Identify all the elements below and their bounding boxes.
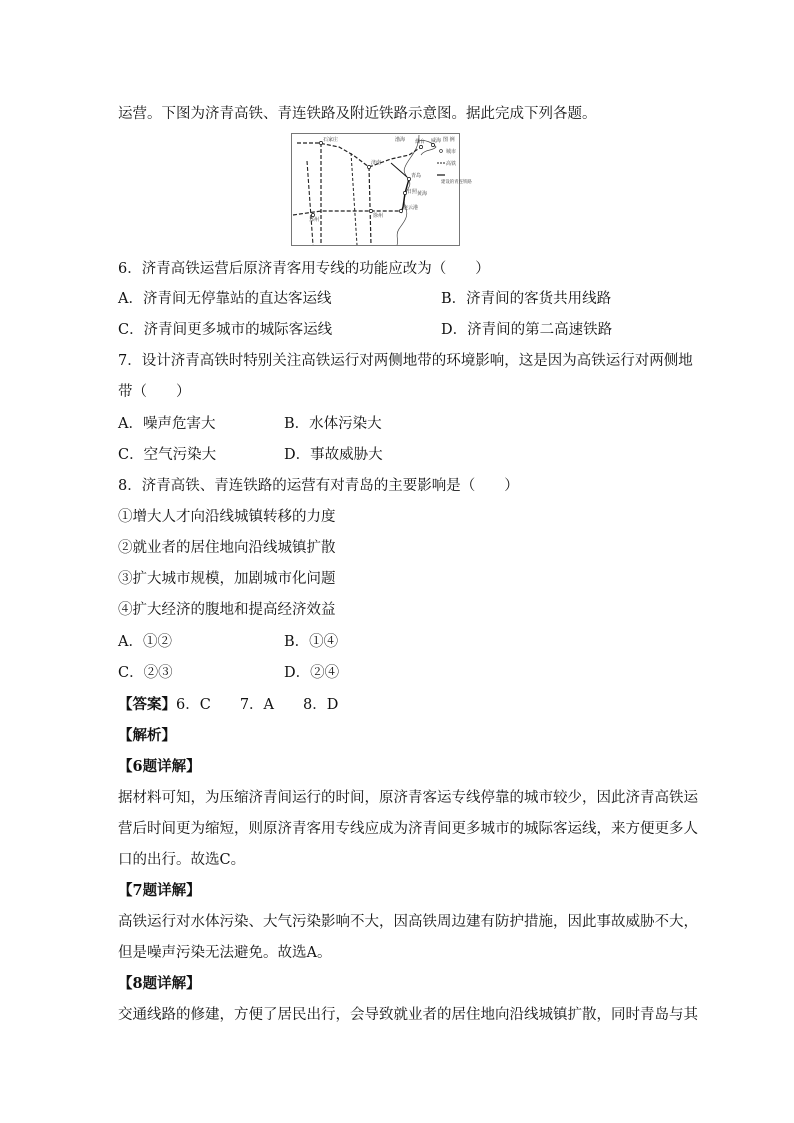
q7-option-c: C．空气污染大 bbox=[118, 447, 217, 463]
answer-line bbox=[118, 695, 338, 715]
legend-title: 图 例 bbox=[443, 137, 455, 143]
city-label: 威海 bbox=[431, 138, 442, 144]
q8-option-d: D．②④ bbox=[284, 665, 340, 681]
detail-6-text: 口的出行。故选C。 bbox=[118, 852, 246, 868]
legend-label: 城市 bbox=[446, 149, 457, 155]
q8-option-a: A．①② bbox=[118, 634, 172, 650]
detail-7-text: 高铁运行对水体污染、大气污染影响不大，因高铁周边建有防护措施，因此事故威胁不大， bbox=[118, 914, 698, 930]
legend-label: 高铁 bbox=[446, 161, 457, 167]
detail-7-text: 但是噪声污染无法避免。故选A。 bbox=[118, 945, 332, 961]
q7-option-d: D．事故威胁大 bbox=[284, 447, 383, 463]
q8-item: ①增大人才向沿线城镇转移的力度 bbox=[118, 509, 336, 525]
sea-label: 黄海 bbox=[417, 191, 428, 197]
q8-item: ④扩大经济的腹地和提高经济效益 bbox=[118, 602, 336, 618]
q6-option-c: C．济青间更多城市的城际客运线 bbox=[118, 322, 333, 338]
q7-stem-line2: 带（ ） bbox=[118, 384, 191, 400]
q7-option-b: B．水体污染大 bbox=[284, 416, 382, 432]
q6-option-a: A．济青间无停靠站的直达客运线 bbox=[118, 291, 332, 307]
q8-item: ②就业者的居住地向沿线城镇扩散 bbox=[118, 540, 336, 556]
q8-stem: 8．济青高铁、青连铁路的运营有对青岛的主要影响是（ ） bbox=[118, 478, 519, 494]
q8-option-b: B．①④ bbox=[284, 634, 339, 650]
city-label: 日照 bbox=[407, 189, 418, 195]
detail-6-title: 【6题详解】 bbox=[118, 758, 201, 775]
answer-text: 6．C 7．A 8．D bbox=[176, 697, 339, 713]
detail-6-text: 营后时间更为缩短，则原济青客用专线应成为济青间更多城市的城际客运线，来方便更多人 bbox=[118, 821, 698, 837]
q7-option-a: A．噪声危害大 bbox=[118, 416, 216, 432]
legend-label: 建设的青连铁路 bbox=[441, 180, 472, 185]
analysis-label: 【解析】 bbox=[118, 727, 176, 744]
detail-8-text: 交通线路的修建，方便了居民出行，会导致就业者的居住地向沿线城镇扩散，同时青岛与其 bbox=[118, 1007, 698, 1023]
city-label: 烟台 bbox=[415, 139, 426, 145]
q6-stem: 6．济青高铁运营后原济青客用专线的功能应改为（ ） bbox=[118, 261, 490, 277]
city-label: 连云港 bbox=[403, 205, 419, 211]
city-label: 徐州 bbox=[373, 213, 384, 219]
legend-city-icon bbox=[440, 150, 443, 153]
city-label: 郑州 bbox=[309, 217, 320, 223]
q8-item: ③扩大城市规模，加剧城市化问题 bbox=[118, 571, 336, 587]
railway-map bbox=[291, 133, 472, 246]
city-label: 石家庄 bbox=[323, 137, 339, 143]
detail-6-text: 据材料可知，为压缩济青间运行的时间，原济青客运专线停靠的城市较少，因此济青高铁运 bbox=[118, 790, 698, 806]
intro-text: 运营。下图为济青高铁、青连铁路及附近铁路示意图。据此完成下列各题。 bbox=[118, 106, 597, 122]
answer-label: 【答案】 bbox=[118, 696, 176, 713]
city-label: 青岛 bbox=[411, 173, 422, 179]
q6-option-d: D．济青间的第二高速铁路 bbox=[441, 322, 613, 338]
detail-7-title: 【7题详解】 bbox=[118, 882, 201, 899]
city-label: 济南 bbox=[371, 160, 382, 166]
detail-8-title: 【8题详解】 bbox=[118, 975, 201, 992]
q8-option-c: C．②③ bbox=[118, 665, 173, 681]
q7-stem-line1: 7．设计济青高铁时特别关注高铁运行对两侧地带的环境影响，这是因为高铁运行对两侧地 bbox=[118, 353, 693, 369]
q6-option-b: B．济青间的客货共用线路 bbox=[441, 291, 612, 307]
sea-label: 渤海 bbox=[395, 137, 406, 143]
